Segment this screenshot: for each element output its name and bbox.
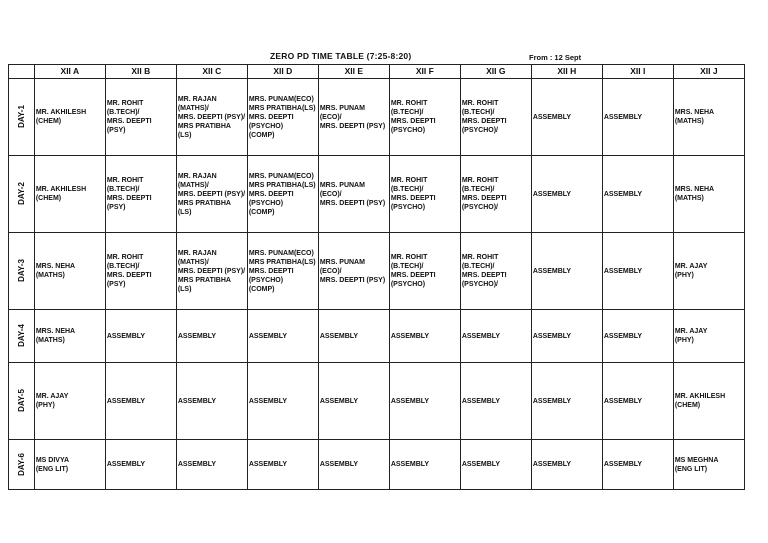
day-label: DAY-4 — [9, 310, 35, 363]
table-cell: MR. AKHILESH (CHEM) — [673, 363, 744, 440]
table-cell: MR. ROHIT (B.TECH)/ MRS. DEEPTI (PSYCHO) — [389, 156, 460, 233]
column-header: XII E — [318, 65, 389, 79]
table-cell: ASSEMBLY — [105, 440, 176, 490]
table-cell: ASSEMBLY — [531, 156, 602, 233]
table-cell: MR. ROHIT (B.TECH)/ MRS. DEEPTI (PSYCHO)/ — [460, 156, 531, 233]
table-cell: MR. RAJAN (MATHS)/ MRS. DEEPTI (PSY)/ MRS PRATIBHA (LS) — [176, 233, 247, 310]
table-cell: MR. ROHIT (B.TECH)/ MRS. DEEPTI (PSYCHO)/ — [460, 233, 531, 310]
header-row — [9, 65, 745, 79]
table-cell: ASSEMBLY — [602, 233, 673, 310]
column-header: XII I — [602, 65, 673, 79]
table-cell: ASSEMBLY — [602, 310, 673, 363]
table-cell: ASSEMBLY — [247, 440, 318, 490]
table-cell: ASSEMBLY — [602, 440, 673, 490]
table-cell: ASSEMBLY — [105, 363, 176, 440]
table-cell: ASSEMBLY — [460, 363, 531, 440]
column-header: XII J — [673, 65, 744, 79]
table-cell: ASSEMBLY — [389, 363, 460, 440]
table-cell: MRS. PUNAM(ECO) MRS PRATIBHA(LS) MRS. DEEPTI (PSYCHO) (COMP) — [247, 156, 318, 233]
table-row — [9, 233, 745, 310]
table-cell: ASSEMBLY — [460, 440, 531, 490]
table-cell: MRS. NEHA (MATHS) — [673, 79, 744, 156]
table-row — [9, 156, 745, 233]
table-cell: ASSEMBLY — [531, 79, 602, 156]
timetable-title: ZERO PD TIME TABLE (7:25-8:20) — [270, 51, 412, 61]
table-row — [9, 310, 745, 363]
table-cell: ASSEMBLY — [318, 440, 389, 490]
from-date: From : 12 Sept — [529, 53, 582, 62]
table-cell: MR. AJAY (PHY) — [673, 233, 744, 310]
column-header: XII G — [460, 65, 531, 79]
table-row — [9, 363, 745, 440]
table-cell: ASSEMBLY — [389, 440, 460, 490]
table-cell: MRS. PUNAM (ECO)/ MRS. DEEPTI (PSY) — [318, 79, 389, 156]
table-cell: MR. ROHIT (B.TECH)/ MRS. DEEPTI (PSYCHO) — [389, 79, 460, 156]
table-cell: MR. AKHILESH (CHEM) — [34, 156, 105, 233]
table-cell: ASSEMBLY — [531, 310, 602, 363]
column-header: XII H — [531, 65, 602, 79]
table-cell: MS MEGHNA (ENG LIT) — [673, 440, 744, 490]
table-cell: MR. AJAY (PHY) — [673, 310, 744, 363]
table-cell: MR. ROHIT (B.TECH)/ MRS. DEEPTI (PSY) — [105, 156, 176, 233]
day-label: DAY-6 — [9, 440, 35, 490]
table-cell: MRS. NEHA (MATHS) — [34, 233, 105, 310]
header-corner — [9, 65, 35, 79]
table-cell: ASSEMBLY — [176, 440, 247, 490]
column-header: XII C — [176, 65, 247, 79]
table-cell: ASSEMBLY — [176, 363, 247, 440]
day-label: DAY-2 — [9, 156, 35, 233]
table-cell: MR. ROHIT (B.TECH)/ MRS. DEEPTI (PSYCHO)/ — [460, 79, 531, 156]
table-cell: ASSEMBLY — [531, 440, 602, 490]
column-header: XII A — [34, 65, 105, 79]
table-cell: MR. ROHIT (B.TECH)/ MRS. DEEPTI (PSYCHO) — [389, 233, 460, 310]
table-cell: ASSEMBLY — [318, 363, 389, 440]
table-cell: ASSEMBLY — [105, 310, 176, 363]
table-cell: MS DIVYA (ENG LIT) — [34, 440, 105, 490]
day-label: DAY-3 — [9, 233, 35, 310]
table-cell: ASSEMBLY — [389, 310, 460, 363]
table-cell: ASSEMBLY — [602, 79, 673, 156]
table-cell: MR. RAJAN (MATHS)/ MRS. DEEPTI (PSY)/ MRS PRATIBHA (LS) — [176, 156, 247, 233]
table-cell: MR. RAJAN (MATHS)/ MRS. DEEPTI (PSY)/ MRS PRATIBHA (LS) — [176, 79, 247, 156]
table-cell: MR. ROHIT (B.TECH)/ MRS. DEEPTI (PSY) — [105, 233, 176, 310]
table-cell: ASSEMBLY — [531, 233, 602, 310]
table-cell: ASSEMBLY — [176, 310, 247, 363]
table-cell: MRS. PUNAM(ECO) MRS PRATIBHA(LS) MRS. DEEPTI (PSYCHO) (COMP) — [247, 233, 318, 310]
table-cell: MR. AKHILESH (CHEM) — [34, 79, 105, 156]
column-header: XII D — [247, 65, 318, 79]
table-cell: MRS. NEHA (MATHS) — [34, 310, 105, 363]
day-label: DAY-1 — [9, 79, 35, 156]
table-cell: ASSEMBLY — [247, 310, 318, 363]
table-cell: MRS. PUNAM (ECO)/ MRS. DEEPTI (PSY) — [318, 156, 389, 233]
table-cell: ASSEMBLY — [602, 156, 673, 233]
table-cell: ASSEMBLY — [460, 310, 531, 363]
day-label: DAY-5 — [9, 363, 35, 440]
table-row — [9, 440, 745, 490]
table-cell: MR. ROHIT (B.TECH)/ MRS. DEEPTI (PSY) — [105, 79, 176, 156]
table-cell: ASSEMBLY — [318, 310, 389, 363]
column-header: XII B — [105, 65, 176, 79]
table-cell: ASSEMBLY — [531, 363, 602, 440]
table-cell: ASSEMBLY — [247, 363, 318, 440]
table-row — [9, 79, 745, 156]
timetable — [8, 64, 745, 490]
column-header: XII F — [389, 65, 460, 79]
table-cell: MRS. PUNAM (ECO)/ MRS. DEEPTI (PSY) — [318, 233, 389, 310]
table-cell: MRS. PUNAM(ECO) MRS PRATIBHA(LS) MRS. DEEPTI (PSYCHO) (COMP) — [247, 79, 318, 156]
table-cell: ASSEMBLY — [602, 363, 673, 440]
table-cell: MR. AJAY (PHY) — [34, 363, 105, 440]
table-cell: MRS. NEHA (MATHS) — [673, 156, 744, 233]
